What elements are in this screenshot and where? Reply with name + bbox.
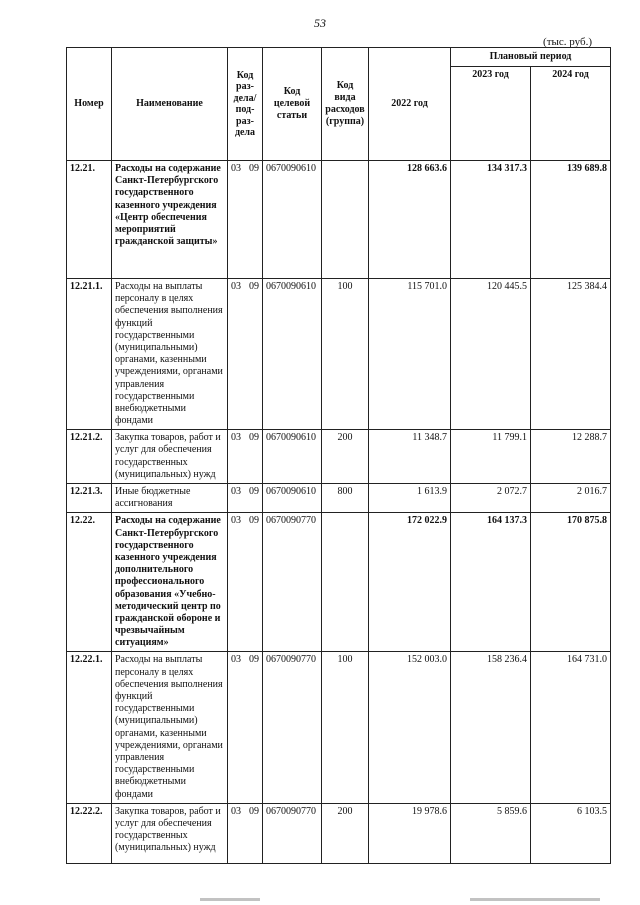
row-number: 12.21.2. <box>67 430 112 484</box>
table-row <box>67 161 611 279</box>
row-amount-2022: 172 022.9 <box>369 513 451 652</box>
row-amount-2024: 12 288.7 <box>531 430 611 484</box>
row-amount-2024: 139 689.8 <box>531 161 611 279</box>
row-section: 03 <box>231 486 241 497</box>
row-expense-type: 800 <box>322 484 369 513</box>
scan-artifact <box>200 898 260 901</box>
row-number: 12.22.2. <box>67 803 112 863</box>
row-name: Расходы на содержание Санкт-Петербургского государственного казенного учреждения дополнительного профессионального образования «Учебно-методический центр по гражданской обороне и чрезвычайным ситуациям» <box>112 513 228 652</box>
row-section: 03 <box>231 281 241 292</box>
row-section-code <box>228 279 263 430</box>
row-name: Расходы на выплаты персоналу в целях обеспечения выполнения функций государственными (муниципальными) органами, казенными учреждениями, органами управления государственными внебюджетными фондами <box>112 279 228 430</box>
row-subsection: 09 <box>249 515 259 527</box>
row-expense-type <box>322 161 369 279</box>
header-2024: 2024 год <box>531 67 611 161</box>
row-amount-2023: 2 072.7 <box>451 484 531 513</box>
header-row-top <box>67 48 611 67</box>
row-number: 12.21.3. <box>67 484 112 513</box>
row-subsection: 09 <box>249 281 259 292</box>
header-target: Код целевой статьи <box>263 48 322 161</box>
row-target-code: 0670090610 <box>263 430 322 484</box>
table-row <box>67 513 611 652</box>
row-amount-2023: 158 236.4 <box>451 652 531 803</box>
table-row <box>67 484 611 513</box>
header-section: Код раз-дела/ под-раз-дела <box>228 48 263 161</box>
row-amount-2022: 152 003.0 <box>369 652 451 803</box>
header-2022: 2022 год <box>369 48 451 161</box>
row-amount-2022: 128 663.6 <box>369 161 451 279</box>
row-expense-type <box>322 513 369 652</box>
row-amount-2022: 1 613.9 <box>369 484 451 513</box>
row-amount-2023: 11 799.1 <box>451 430 531 484</box>
row-section: 03 <box>231 805 241 817</box>
row-amount-2024: 170 875.8 <box>531 513 611 652</box>
row-amount-2024: 6 103.5 <box>531 803 611 863</box>
row-amount-2024: 2 016.7 <box>531 484 611 513</box>
row-section-code <box>228 484 263 513</box>
row-expense-type: 200 <box>322 430 369 484</box>
row-section-code <box>228 513 263 652</box>
row-subsection: 09 <box>249 486 259 497</box>
row-expense-type: 200 <box>322 803 369 863</box>
row-number: 12.22.1. <box>67 652 112 803</box>
header-name: Наименование <box>112 48 228 161</box>
header-number: Номер <box>67 48 112 161</box>
row-amount-2023: 120 445.5 <box>451 279 531 430</box>
row-subsection: 09 <box>249 805 259 817</box>
row-amount-2024: 125 384.4 <box>531 279 611 430</box>
row-target-code: 0670090770 <box>263 803 322 863</box>
row-target-code: 0670090770 <box>263 652 322 803</box>
budget-table <box>66 47 611 864</box>
row-number: 12.21.1. <box>67 279 112 430</box>
row-amount-2023: 164 137.3 <box>451 513 531 652</box>
header-planning-period: Плановый период <box>451 48 611 67</box>
row-amount-2022: 19 978.6 <box>369 803 451 863</box>
header-expense-type: Код вида расходов (группа) <box>322 48 369 161</box>
row-name: Закупка товаров, работ и услуг для обеспечения государственных (муниципальных) нужд <box>112 430 228 484</box>
table-row <box>67 430 611 484</box>
row-name: Расходы на выплаты персоналу в целях обеспечения выполнения функций государственными (муниципальными) органами, казенными учреждениями, органами управления государственными внебюджетными фондами <box>112 652 228 803</box>
page-number: 53 <box>314 16 326 30</box>
row-section: 03 <box>231 654 241 666</box>
header-2023: 2023 год <box>451 67 531 161</box>
row-amount-2022: 115 701.0 <box>369 279 451 430</box>
units-label: (тыс. руб.) <box>543 36 592 48</box>
row-target-code: 0670090770 <box>263 513 322 652</box>
row-subsection: 09 <box>249 163 259 174</box>
row-section: 03 <box>231 515 241 527</box>
row-expense-type: 100 <box>322 652 369 803</box>
row-name: Иные бюджетные ассигнования <box>112 484 228 513</box>
row-expense-type: 100 <box>322 279 369 430</box>
row-subsection: 09 <box>249 432 259 444</box>
row-amount-2024: 164 731.0 <box>531 652 611 803</box>
row-section-code <box>228 652 263 803</box>
row-amount-2023: 5 859.6 <box>451 803 531 863</box>
row-target-code: 0670090610 <box>263 484 322 513</box>
table-row <box>67 803 611 863</box>
row-target-code: 0670090610 <box>263 161 322 279</box>
table-row <box>67 652 611 803</box>
row-subsection: 09 <box>249 654 259 666</box>
row-number: 12.22. <box>67 513 112 652</box>
table-body <box>67 161 611 864</box>
row-section: 03 <box>231 163 241 174</box>
row-number: 12.21. <box>67 161 112 279</box>
row-section-code <box>228 803 263 863</box>
row-name: Закупка товаров, работ и услуг для обеспечения государственных (муниципальных) нужд <box>112 803 228 863</box>
row-section: 03 <box>231 432 241 444</box>
row-section-code <box>228 161 263 279</box>
row-amount-2023: 134 317.3 <box>451 161 531 279</box>
row-name: Расходы на содержание Санкт-Петербургского государственного казенного учреждения «Центр обеспечения мероприятий гражданской защиты» <box>112 161 228 279</box>
row-target-code: 0670090610 <box>263 279 322 430</box>
row-section-code <box>228 430 263 484</box>
table-row <box>67 279 611 430</box>
row-amount-2022: 11 348.7 <box>369 430 451 484</box>
scan-artifact <box>470 898 600 901</box>
